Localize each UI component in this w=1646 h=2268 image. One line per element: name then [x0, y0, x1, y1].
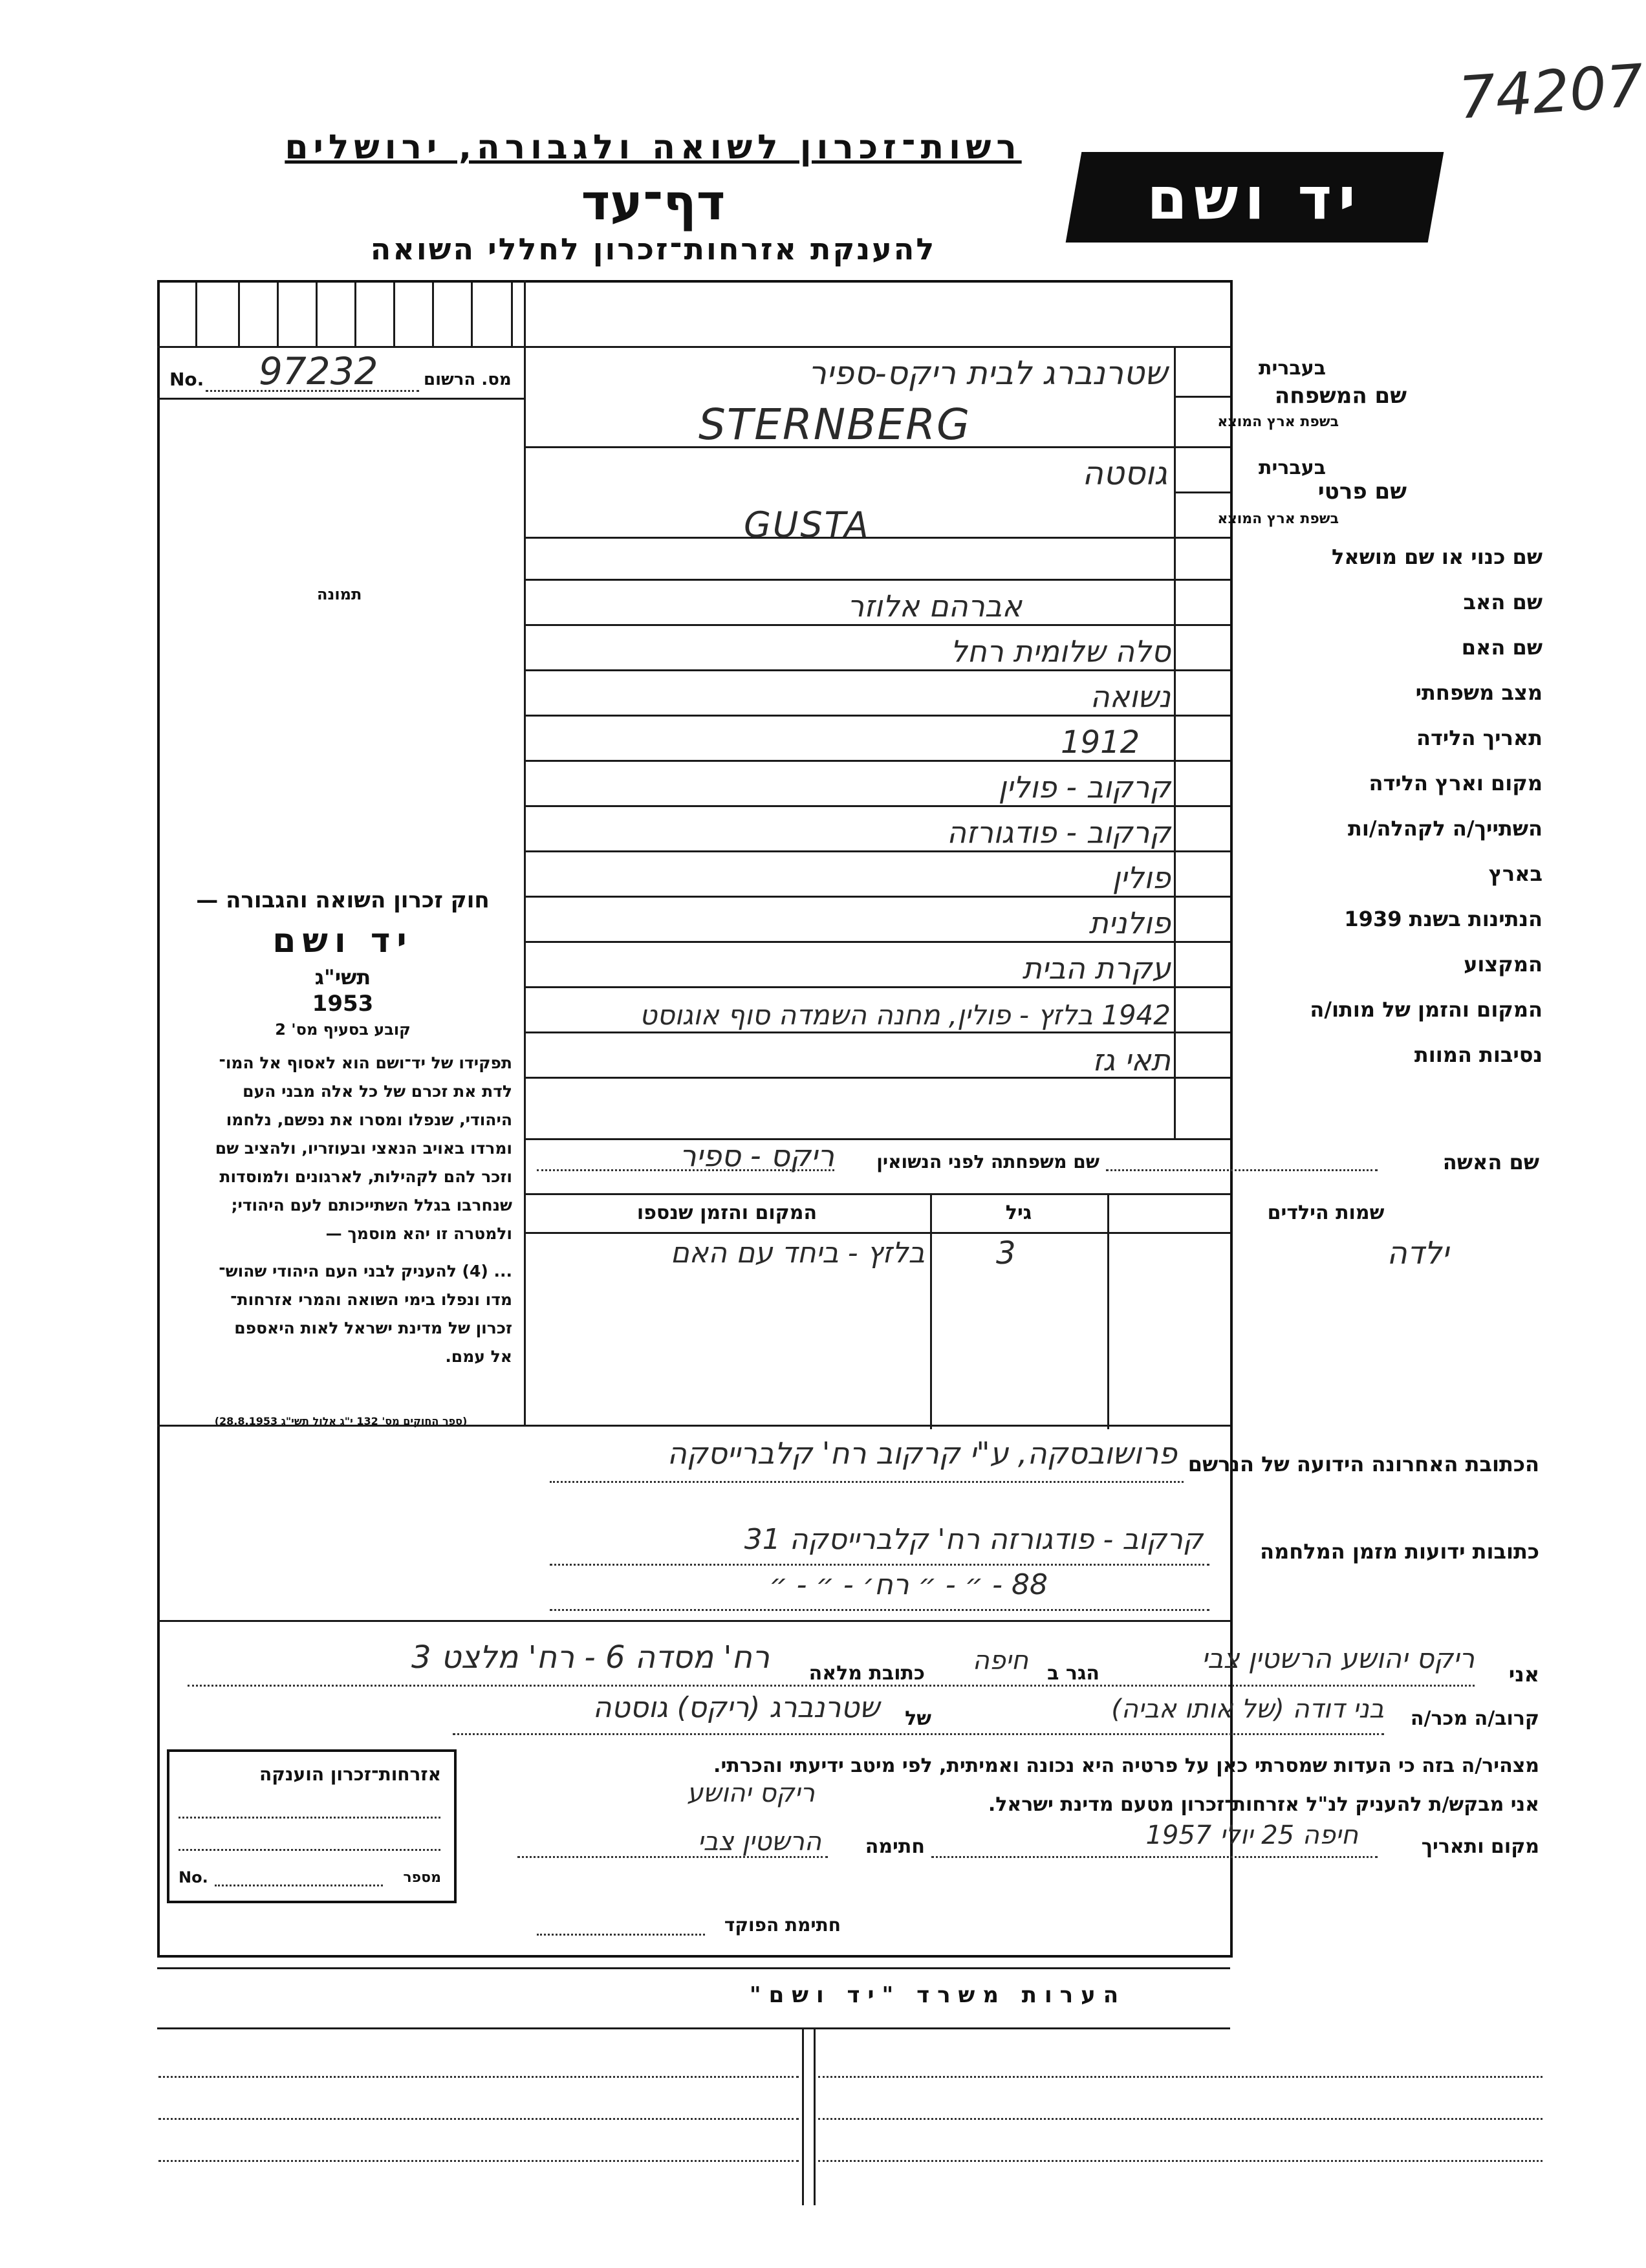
photo-label: תמונה: [317, 585, 362, 603]
logo-text: יד ושם: [1147, 165, 1362, 233]
witness-address-label: כתובת מלאה: [808, 1662, 925, 1685]
yad-vashem-logo: [1066, 152, 1444, 243]
witness-resides-label: הגר ב: [1047, 1662, 1099, 1685]
nickname-label: שם כנוי או שם מושאל: [1331, 545, 1543, 569]
law-title: חוק זכרון השואה והגבורה —: [196, 887, 490, 913]
family-name-hebrew: שטרנברג לבית ריקס-ספיר: [808, 354, 1167, 392]
birthdate-value: 1912: [1061, 724, 1140, 761]
authority-title: רשות־זכרון לשואה ולגבורה, ירושלים: [285, 128, 1022, 167]
death-label: המקום והזמן של מותו/ה: [1310, 997, 1543, 1022]
children-header-age: גיל: [1005, 1202, 1032, 1224]
first-name-hebrew: גוסטה: [1082, 455, 1167, 492]
place-date-label: מקום ותאריך: [1421, 1835, 1539, 1858]
mother-label: שם האם: [1461, 635, 1543, 660]
children-header-place: המקום והזמן שנספו: [636, 1202, 818, 1224]
death-value: 1942 בלזץ - פולין, מחנה השמדה סוף אוגוסט: [639, 999, 1171, 1031]
office-notes-title: הערות משרד "יד ושם": [749, 1982, 1127, 2008]
child-age: 3: [996, 1235, 1016, 1271]
registration-label: מס. הרשום: [424, 370, 512, 389]
place-date-value: חיפה 25 יולי 1957: [1145, 1820, 1358, 1850]
document-title: דף־עד: [581, 173, 726, 231]
signature-2: הרשטין צבי: [697, 1827, 821, 1857]
last-address-label: הכתובת האחרונה הידועה של הנרשם: [1187, 1452, 1539, 1476]
first-name-latin: GUSTA: [744, 504, 871, 545]
spouse-maiden-value: ריקס - ספיר: [679, 1138, 834, 1173]
law-line: אל עמם.: [445, 1347, 512, 1366]
law-year-hebrew: תשי"ג: [314, 965, 371, 989]
law-line: ... (4) להעניק לבני העם היהודי שהוש־: [219, 1262, 512, 1280]
witness-i-value: ריקס יהושע הרשטין צבי: [1201, 1643, 1475, 1674]
law-line: וזכר להם לקהילות, לארגונים ולמוסדות: [219, 1167, 512, 1186]
signature-1: ריקס יהושע: [687, 1778, 815, 1808]
war-address-value-2: 88 - ״ - ״ רח׳ - ״ - ״: [769, 1568, 1048, 1601]
law-line: תפקידו של יד־ושם הוא לאסוף אל המו־: [219, 1053, 512, 1072]
community-label: השתייך/ה לקהלה/ות: [1347, 816, 1543, 841]
stamp-number-label: מספר: [403, 1870, 441, 1886]
children-header-names: שמות הילדים: [1267, 1202, 1385, 1224]
spouse-maiden-label: שם משפחתה לפני הנשואין: [876, 1151, 1099, 1172]
law-line: שנחרבו בגלל השתייכותם לעם היהודי;: [231, 1196, 512, 1215]
father-label: שם האב: [1463, 590, 1543, 614]
law-paragraph: [169, 1049, 512, 1371]
registration-number: 97232: [259, 349, 378, 393]
in-hebrew-label-2: בעברית: [1259, 457, 1326, 479]
stamp-box-title: אזרחות־זכרון הוענקה: [259, 1764, 441, 1785]
child-place: בלזץ - ביחד עם האם: [670, 1237, 925, 1269]
in-hebrew-label: בעברית: [1259, 357, 1326, 380]
law-clause: קובע בסעיף מס' 2: [275, 1021, 411, 1039]
nationality-value: פולנית: [1088, 905, 1171, 940]
request-text: אני מבקש/ת להעניק לנ"ל אזרחות־זכרון מטעם מדינת ישראל.: [988, 1793, 1539, 1816]
witness-resides-value: חיפה: [972, 1646, 1028, 1676]
witness-i-label: אני: [1508, 1662, 1539, 1687]
law-citation: (ספר החוקים מס' 132 י"ג אלול תשי"ג 28.8.1953): [214, 1415, 468, 1427]
origin-lang-label-2: בשפת ארץ המוצא: [1217, 511, 1339, 527]
law-line: לדת את זכרם של כל אלה מבני העם: [243, 1082, 512, 1101]
profession-label: המקצוע: [1464, 952, 1543, 977]
law-line: ולמטרה זו יהא מוסמך —: [325, 1224, 512, 1243]
declaration-text: מצהיר/ה בזה כי העדות שמסרתי כאן על פרטיה היא נכונה ואמיתית, לפי מיטב ידיעתי והכרתי.: [713, 1755, 1539, 1777]
father-value: אברהם אלוזר: [847, 589, 1022, 623]
nationality-label: הנתינות בשנת 1939: [1344, 907, 1543, 931]
origin-lang-label: בשפת ארץ המוצא: [1217, 414, 1339, 430]
witness-address-value: רח' מסדה 6 - רח' מלצט 3: [411, 1639, 770, 1676]
birthdate-label: תאריך הלידה: [1416, 726, 1543, 750]
war-address-value-1: קרקוב - פודגורזה רח' קלברייסקה 31: [744, 1523, 1203, 1556]
law-line: זכרון של מדינת ישראל לאות היאספם: [234, 1319, 512, 1337]
citizenship-stamp-box: [167, 1749, 457, 1903]
last-address-value: פרושובסקה, ע"י קרקוב רח' קלברייסקה: [667, 1436, 1177, 1471]
law-line: מדו ונפלו בימי השואה והמרי אזרחות־: [230, 1290, 512, 1309]
family-name-latin: STERNBERG: [698, 400, 971, 449]
law-year: 1953: [312, 991, 374, 1017]
signature-label: חתימה: [865, 1835, 925, 1858]
child-name: ילדה: [1387, 1235, 1449, 1271]
of-value: שטרנברג (ריקס) גוסטה: [592, 1691, 880, 1724]
relation-label: קרוב/ה מכר/ה: [1410, 1707, 1539, 1730]
of-label: של: [905, 1707, 931, 1730]
family-name-label: שם המשפחה: [1274, 383, 1407, 409]
stamp-no-label: No.: [179, 1868, 208, 1886]
marital-label: מצב משפחתי: [1415, 680, 1543, 705]
country-value: פולין: [1112, 860, 1171, 895]
law-name: יד ושם: [272, 922, 413, 960]
first-name-label: שם פרטי: [1317, 479, 1407, 504]
birthplace-label: מקום וארץ הלידה: [1369, 771, 1543, 795]
law-line: היהודי, שנפלו ומסרו את נפשם, נלחמו: [226, 1110, 512, 1129]
circumstances-value: תאי גז: [1092, 1042, 1171, 1077]
law-line: ומרדו באויב הנאצי ובעוזריו, ולהציב שם: [215, 1139, 512, 1158]
corner-number: 74207: [1456, 52, 1646, 133]
relation-value: בני דודה (של אותו אביה): [1111, 1694, 1384, 1724]
officer-signature-label: חתימת הפוקד: [724, 1914, 841, 1936]
country-label: בארץ: [1488, 861, 1543, 886]
spouse-label: שם האשה: [1442, 1150, 1539, 1174]
profession-value: עקרת הבית: [1022, 951, 1171, 986]
marital-value: נשואה: [1090, 679, 1171, 714]
mother-value: סלה שלומית רחל: [950, 634, 1171, 669]
circumstances-label: נסיבות המוות: [1414, 1042, 1543, 1067]
registration-no-label: No.: [169, 369, 204, 390]
war-address-label: כתובות ידועות מזמן המלחמה: [1260, 1539, 1539, 1564]
community-value: קרקוב - פודגורזה: [946, 815, 1171, 850]
document-subtitle: להענקת אזרחות־זכרון לחללי השואה: [370, 232, 937, 266]
birthplace-value: קרקוב - פולין: [998, 770, 1171, 805]
